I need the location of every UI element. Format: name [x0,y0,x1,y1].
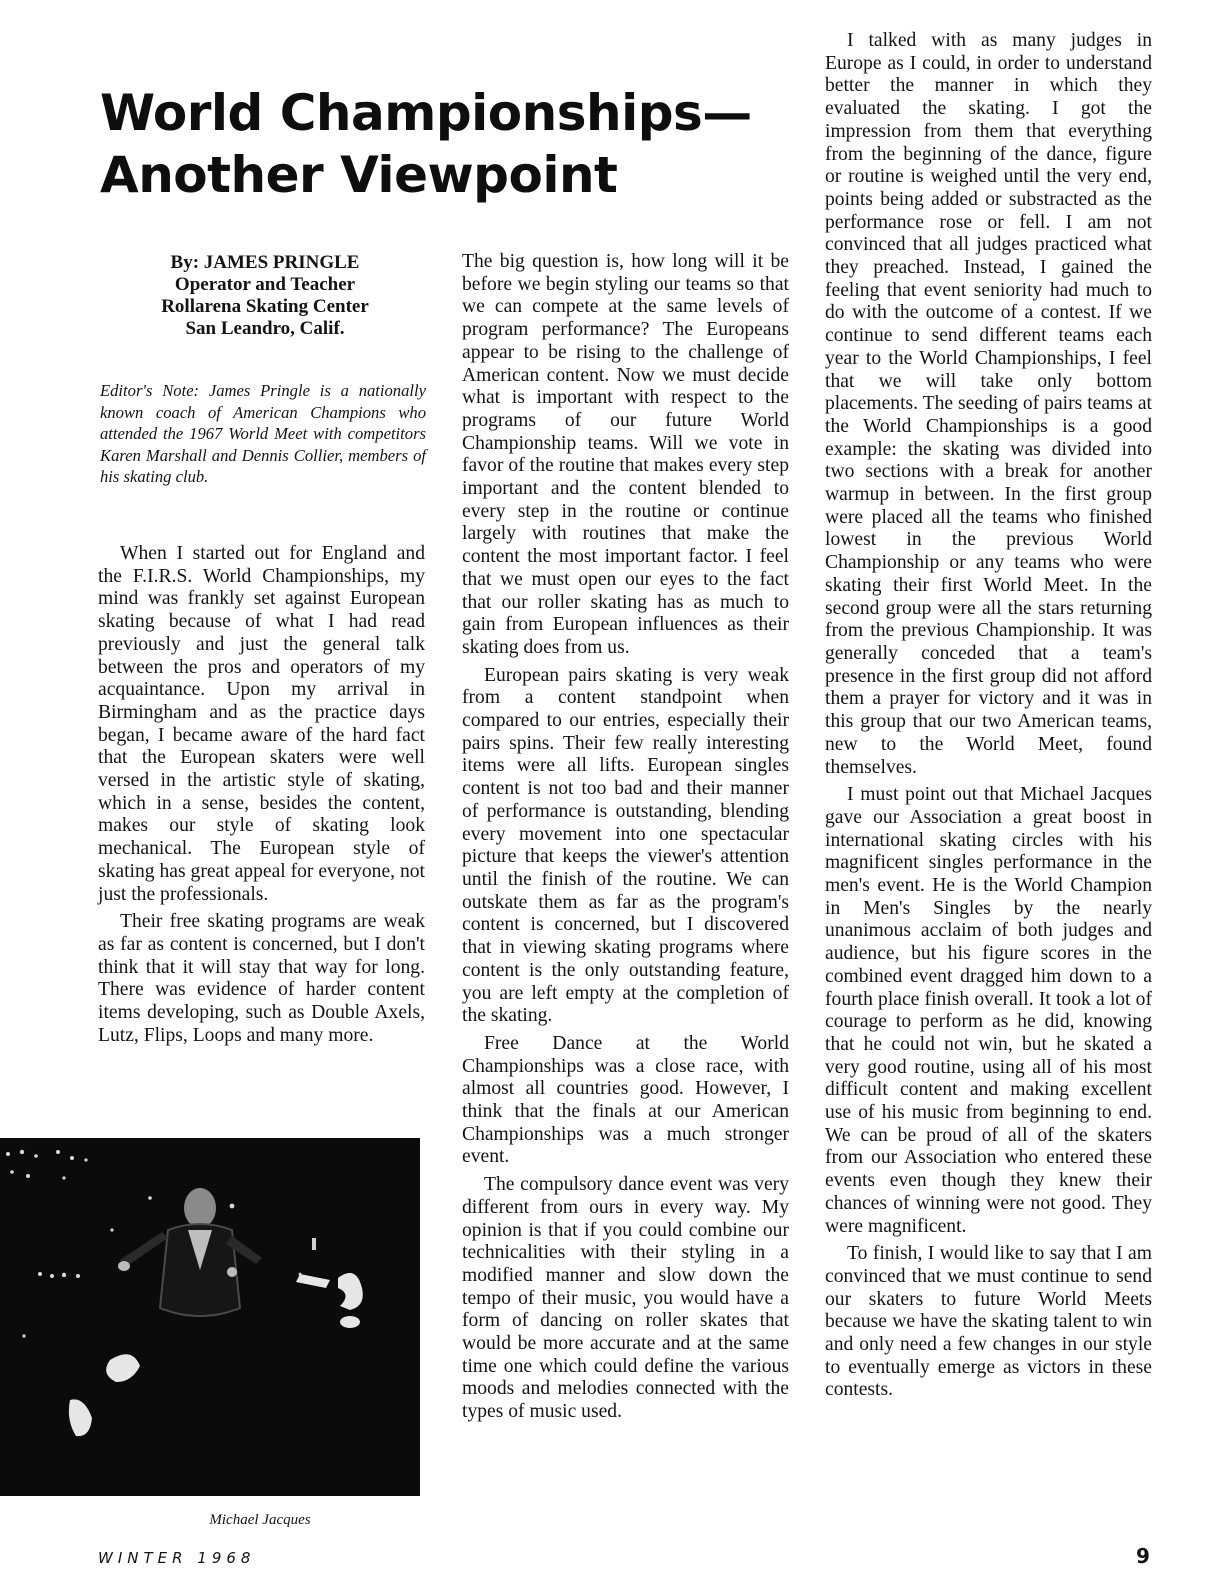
byline [100,252,430,340]
editor-note: Editor's Note: James Pringle is a nationally known coach of American Champions who attended the 1967 World Meet with competitors Karen Marshall and Dennis Collier, members of his skating club. [100,381,426,486]
page-number: 9 [1136,1544,1150,1568]
paragraph: Free Dance at the World Championships was a close race, with almost all countries good. However, I think that the finals at our American Championships was a much stronger event. [462,1032,789,1168]
issue-label: WINTER 1968 [98,1549,256,1567]
byline-location: San Leandro, Calif. [185,318,345,339]
title-line-1: World Championships— [100,84,752,142]
photo-caption: Michael Jacques [209,1512,311,1528]
skater-photo-image [0,1138,420,1496]
skater-photo [0,1138,420,1496]
paragraph: European pairs skating is very weak from a content standpoint when compared to our entries, especially their pairs spins. Their few really interesting items were all lifts. European singles content is not too bad and their manner of performance is outstanding, blending every movement into one spectacular picture that keeps the viewer's attention until the finish of the routine. We can outskate them as far as the program's content is concerned, but I discovered that in viewing skating programs where content is the only outstanding feature, you are left empty at the completion of the skating. [462,664,789,1027]
byline-role: Operator and Teacher [174,274,356,295]
paragraph: The big question is, how long will it be before we begin styling our teams so that we can compete at the same levels of program performance? The Europeans appear to be rising to the challenge of American content. Now we must decide what is important with respect to the programs of our future World Championship teams. Will we vote in favor of the routine that makes every step important and the content blended to every step in the routine or continue largely with routines that make the content the most important factor. I feel that we must open our eyes to the fact that our roller skating has as much to gain from European influences as their skating does from us. [462,251,789,658]
title-line-2: Another Viewpoint [100,146,618,204]
paragraph: I talked with as many judges in Europe as I could, in order to understand better the manner in which they evaluated the skating. I got the impression from them that everything from the beginning of the dance, figure or routine is weighed until the very end, points being added or substracted as the performance rose or fell. I am not convinced that all judges practiced what they preached. Instead, I gained the feeling that event seniority had much to do with the outcome of a contest. If we continue to send different teams each year to the World Championships, I feel that we will take only bottom placements. The seeding of pairs teams at the World Championships is a good example: the skating was divided into two sections with a break for another warmup in between. In the first group were placed all the teams who finished lowest in the previous World Championship or any teams who were skating their first World Meet. In the second group were all the stars returning from the previous Championship. It was generally conceded that a team's presence in the first group did not afford them a prayer for victory and it was in this group that our two American teams, new to the World Meet, found themselves. [825,30,1152,778]
article-column-3 [825,30,1152,1407]
paragraph: When I started out for England and the F.I.R.S. World Championships, my mind was frankly set against European skating because of what I had read previously and just the general talk between the pros and operators of my acquaintance. Upon my arrival in Birmingham and as the practice days began, I became aware of the hard fact that the European skaters were well versed in the artistic style of skating, which in a sense, besides the content, makes our style of skating look mechanical. The European style of skating has great appeal for everyone, not just the professionals. [98,543,425,905]
byline-organization: Rollarena Skating Center [161,296,369,317]
byline-author: By: JAMES PRINGLE [170,252,360,273]
article-column-1 [98,543,425,1052]
article-title [100,82,800,206]
paragraph: The compulsory dance event was very different from ours in every way. My opinion is that if you could combine our technicalities with their styling in a modified manner and slow down the tempo of their music, you would have a form of dancing on roller skates that would be more accurate and at the same time one which could define the various moods and melodies connected with the types of music used. [462,1174,789,1423]
article-column-2 [462,251,789,1429]
paragraph: I must point out that Michael Jacques gave our Association a great boost in international skating circles with his magnificent singles performance in the men's event. He is the World Champion in Men's Singles by the nearly unanimous acclaim of both judges and audience, but his figure scores in the combined event dragged him down to a fourth place finish overall. It took a lot of courage to perform as he did, knowing that he could not win, but he skated a very good routine, using all of his most difficult content and making excellent use of his music from beginning to end. We can be proud of all of the skaters from our Association who entered these events even though they knew their chances of winning were not good. They were magnificent. [825,784,1152,1237]
paragraph: Their free skating programs are weak as far as content is concerned, but I don't think that it will stay that way for long. There was evidence of harder content items developing, such as Double Axels, Lutz, Flips, Loops and many more. [98,911,425,1046]
paragraph: To finish, I would like to say that I am convinced that we must continue to send our skaters to future World Meets because we have the skating talent to win and only need a few changes in our style to eventually emerge as victors in these contests. [825,1243,1152,1401]
